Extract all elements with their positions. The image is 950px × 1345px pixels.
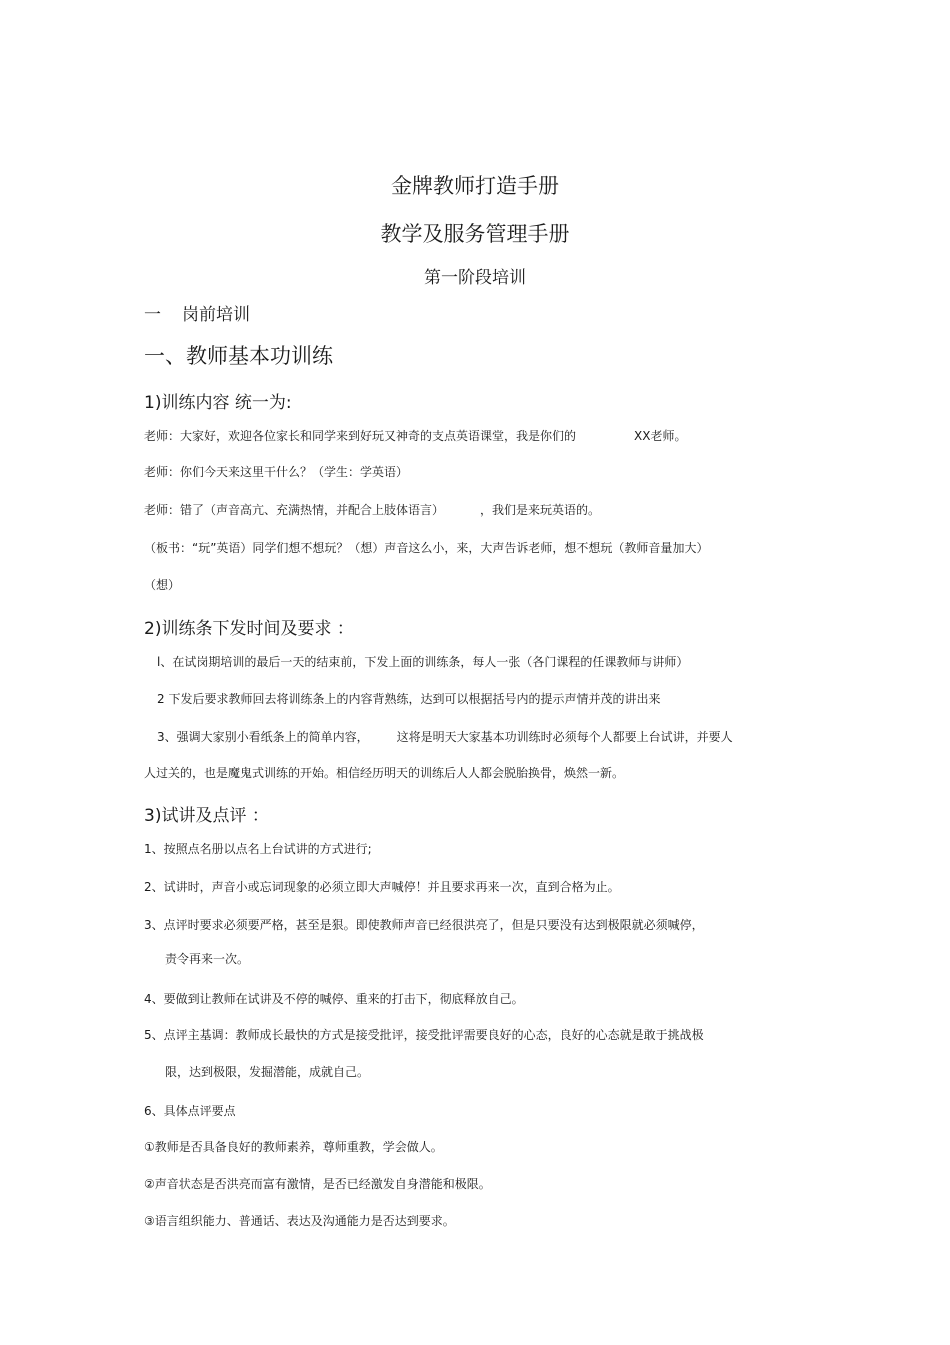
dialogue-line-5: （想） xyxy=(144,578,181,592)
list-item: 5、点评主基调：教师成长最快的方式是接受批评，接受批评需要良好的心态，良好的心态就是敢于挑战极 xyxy=(144,1028,704,1042)
subsection-heading-1: 1)训练内容 统一为: xyxy=(144,393,292,413)
part-number: 一 xyxy=(144,305,161,325)
dialogue-line-3: 老师：错了（声音高亢、充满热情，并配合上肢体语言） ，我们是来玩英语的。 xyxy=(144,503,601,517)
list-item: 6、具体点评要点 xyxy=(144,1104,236,1118)
list-item: 3、点评时要求必须要严格，甚至是狠。即使教师声音已经很洪亮了，但是只要没有达到极限就必须喊停， xyxy=(144,918,704,932)
list-item: 1、按照点名册以点名上台试讲的方式进行; xyxy=(144,842,372,856)
list-item-continuation: 责令再来一次。 xyxy=(165,952,250,966)
list-item-continuation: 限，达到极限，发掘潜能，成就自己。 xyxy=(165,1065,370,1079)
list-item: 3、强调大家别小看纸条上的简单内容， 这将是明天大家基本功训练时必须每个人都要上台试讲，并要人 xyxy=(157,730,733,744)
part-heading xyxy=(144,300,250,325)
section-heading: 一、教师基本功训练 xyxy=(144,344,333,368)
review-point: ②声音状态是否洪亮而富有激情，是否已经激发自身潜能和极限。 xyxy=(144,1177,491,1191)
list-item: 2、试讲时，声音小或忘词现象的必须立即大声喊停！并且要求再来一次，直到合格为止。 xyxy=(144,880,620,894)
part-label: 岗前培训 xyxy=(182,305,250,325)
list-item: 4、要做到让教师在试讲及不停的喊停、重来的打击下，彻底释放自己。 xyxy=(144,992,524,1006)
list-item: l、在试岗期培训的最后一天的结束前，下发上面的训练条，每人一张（各门课程的任课教师与讲师） xyxy=(157,655,689,669)
dialogue-line-2: 老师：你们今天来这里干什么？（学生：学英语） xyxy=(144,465,409,479)
document-title: 金牌教师打造手册 xyxy=(391,174,559,198)
dialogue-line-4: （板书：“玩”英语）同学们想不想玩？（想）声音这么小，来，大声告诉老师，想不想玩（教师音量加大） xyxy=(144,541,709,555)
list-item: 2 下发后要求教师回去将训练条上的内容背熟练，达到可以根据括号内的提示声情并茂的讲出来 xyxy=(157,692,661,706)
dialogue-line-1: 老师：大家好，欢迎各位家长和同学来到好玩又神奇的支点英语课堂，我是你们的 XX老师。 xyxy=(144,429,687,443)
review-point: ③语言组织能力、普通话、表达及沟通能力是否达到要求。 xyxy=(144,1214,455,1228)
stage-title: 第一阶段培训 xyxy=(424,268,526,288)
review-point: ①教师是否具备良好的教师素养，尊师重教，学会做人。 xyxy=(144,1140,443,1154)
subsection-heading-2: 2)训练条下发时间及要求 ： xyxy=(144,619,354,639)
list-item-continuation: 人过关的，也是魔鬼式训练的开始。相信经历明天的训练后人人都会脱胎换骨，焕然一新。 xyxy=(144,766,625,780)
document-subtitle: 教学及服务管理手册 xyxy=(380,222,570,246)
subsection-heading-3: 3)试讲及点评 ： xyxy=(144,806,269,826)
